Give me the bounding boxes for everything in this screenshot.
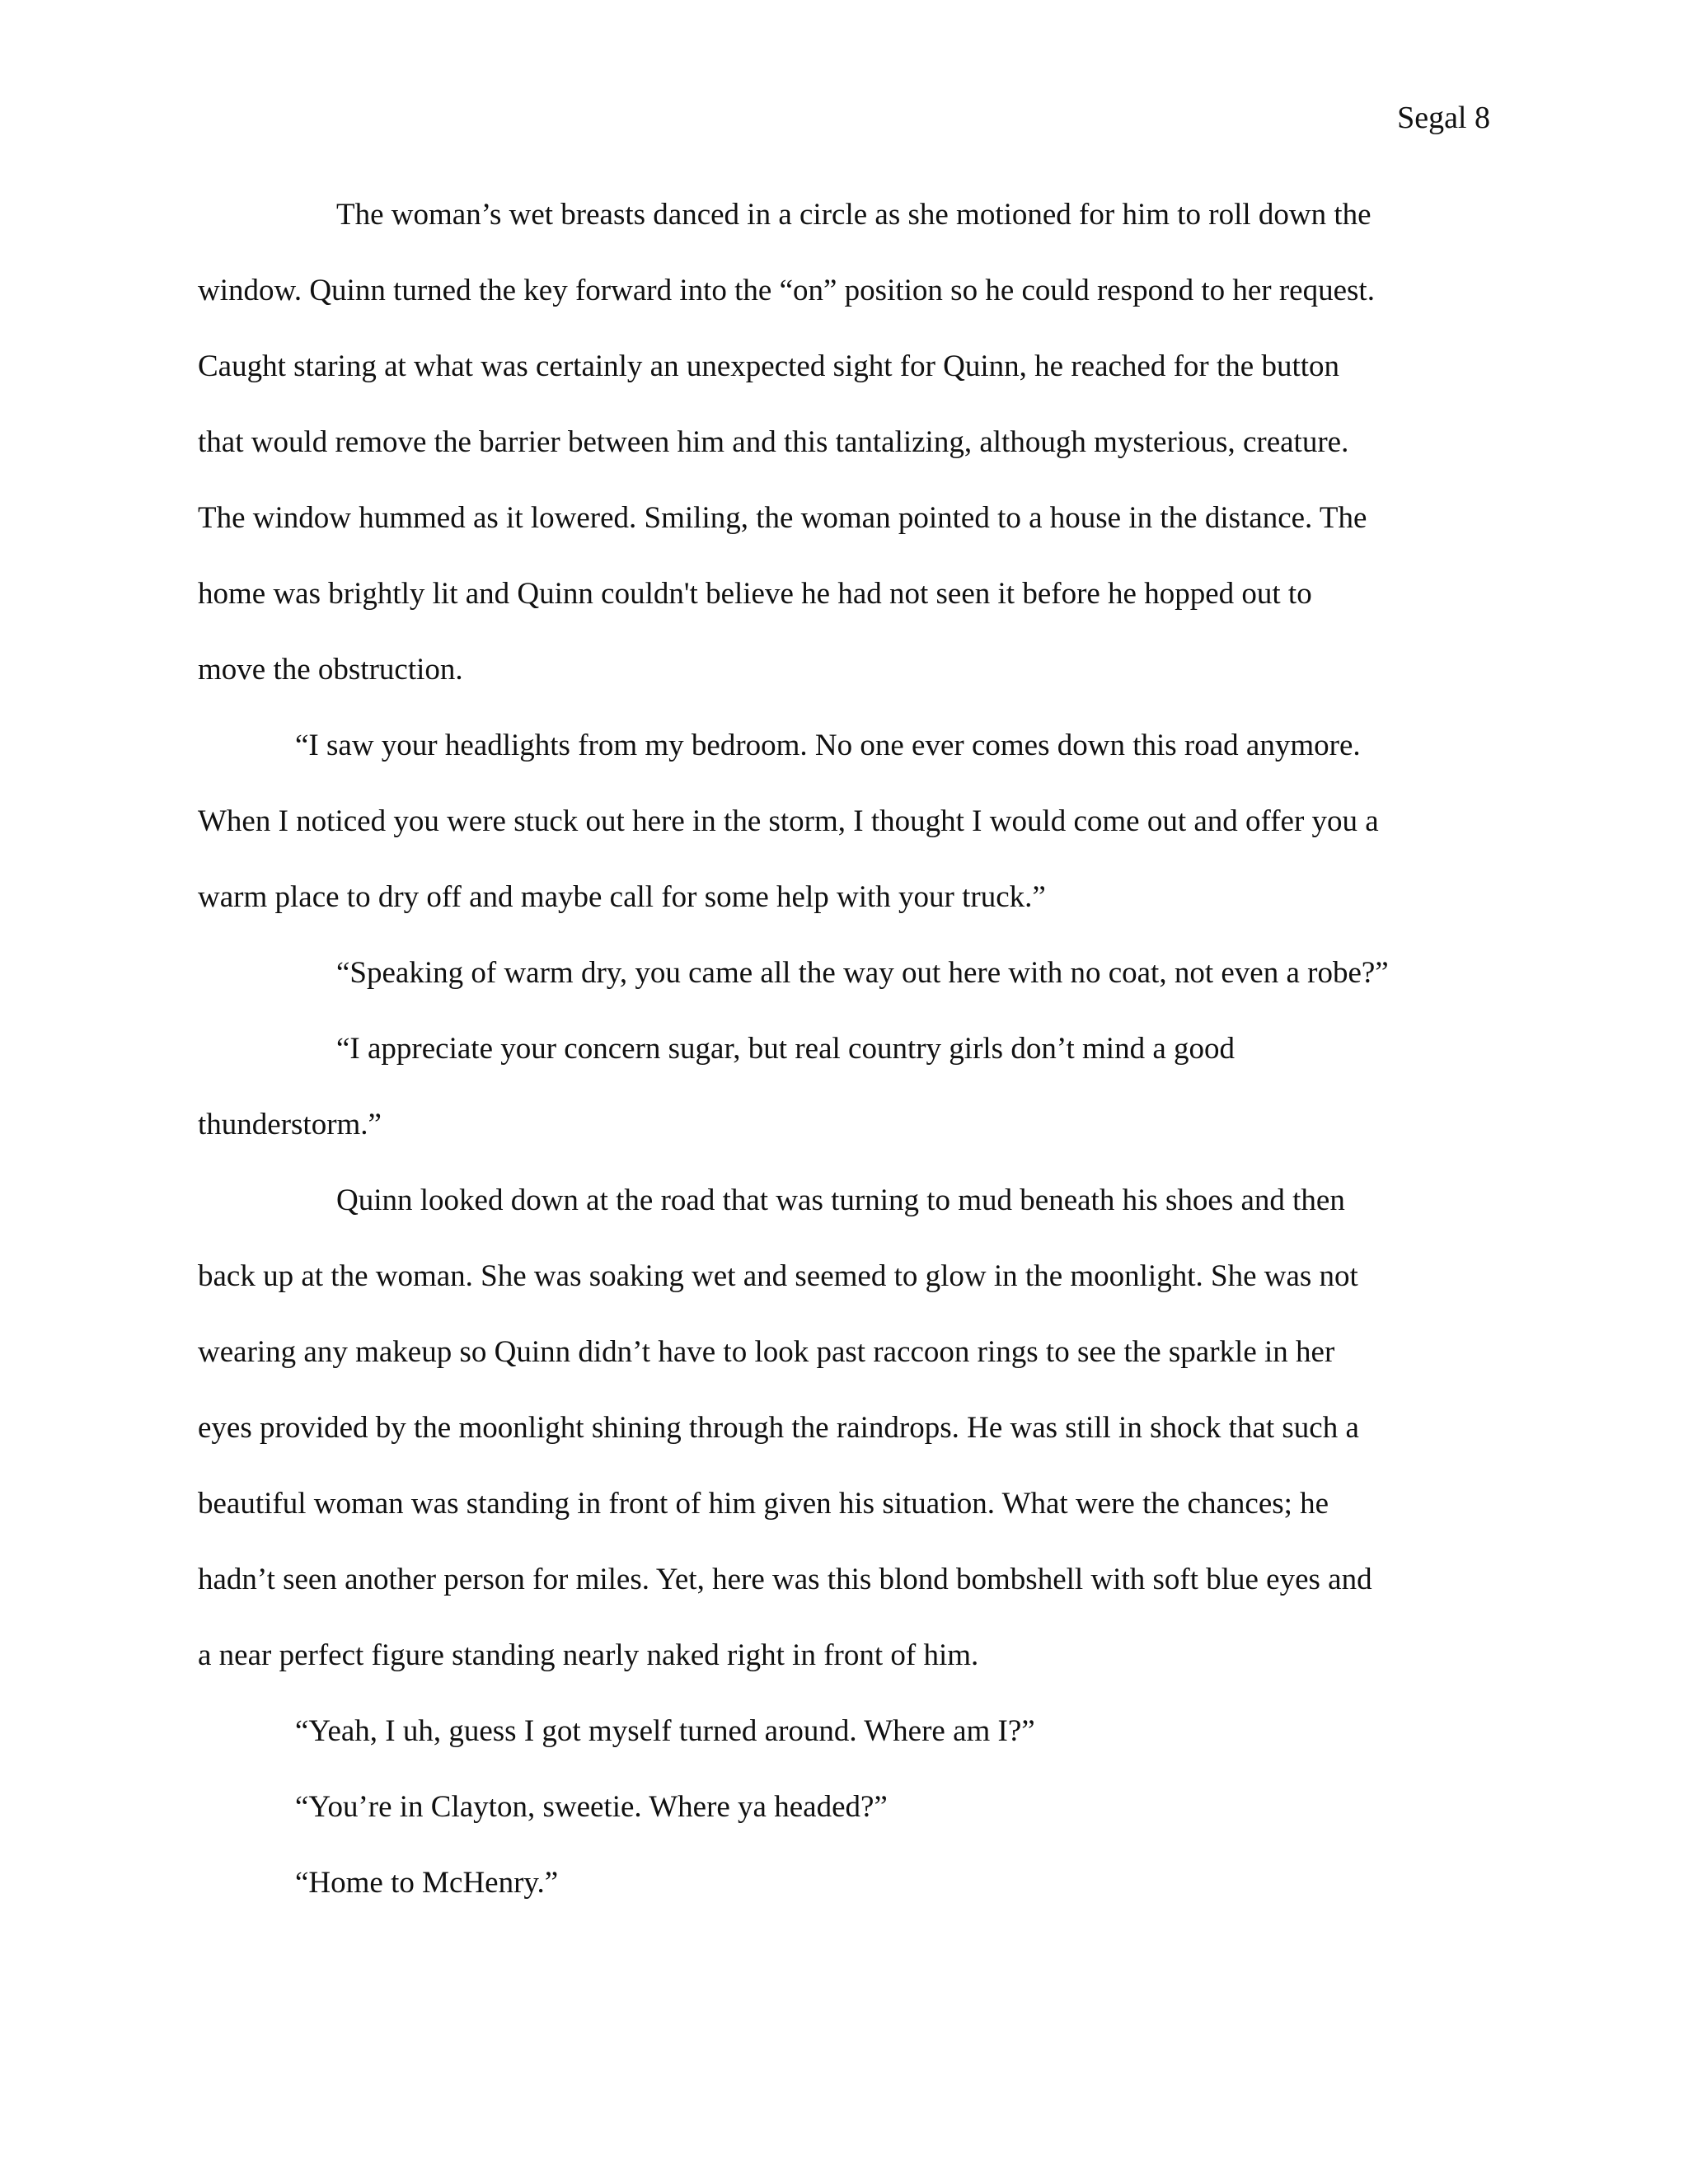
text-line: window. Quinn turned the key forward into the “on” position so he could respond to her request. bbox=[198, 274, 1375, 307]
text-line: “Home to McHenry.” bbox=[295, 1866, 559, 1900]
text-line: hadn’t seen another person for miles. Yet, here was this blond bombshell with soft blue eyes and bbox=[198, 1563, 1372, 1596]
text-line: The window hummed as it lowered. Smiling, the woman pointed to a house in the distance. The bbox=[198, 501, 1367, 535]
text-line: beautiful woman was standing in front of him given his situation. What were the chances; he bbox=[198, 1487, 1329, 1521]
text-line: eyes provided by the moonlight shining through the raindrops. He was still in shock that such a bbox=[198, 1411, 1359, 1445]
text-line: The woman’s wet breasts danced in a circle as she motioned for him to roll down the bbox=[336, 198, 1372, 232]
text-line: home was brightly lit and Quinn couldn't believe he had not seen it before he hopped out to bbox=[198, 577, 1312, 611]
text-line: “I saw your headlights from my bedroom. No one ever comes down this road anymore. bbox=[295, 729, 1361, 762]
text-line: a near perfect figure standing nearly naked right in front of him. bbox=[198, 1638, 979, 1672]
text-line: warm place to dry off and maybe call for some help with your truck.” bbox=[198, 880, 1046, 914]
text-line: “Yeah, I uh, guess I got myself turned around. Where am I?” bbox=[295, 1714, 1035, 1748]
text-line: Caught staring at what was certainly an unexpected sight for Quinn, he reached for the button bbox=[198, 349, 1340, 383]
text-line: “Speaking of warm dry, you came all the way out here with no coat, not even a robe?” bbox=[336, 956, 1389, 990]
text-line: move the obstruction. bbox=[198, 653, 463, 687]
text-line: back up at the woman. She was soaking wet and seemed to glow in the moonlight. She was not bbox=[198, 1259, 1358, 1293]
text-line: Quinn looked down at the road that was turning to mud beneath his shoes and then bbox=[336, 1183, 1345, 1217]
text-line: When I noticed you were stuck out here in the storm, I thought I would come out and offer you a bbox=[198, 804, 1379, 838]
text-line: “I appreciate your concern sugar, but real country girls don’t mind a good bbox=[336, 1032, 1236, 1066]
text-line: that would remove the barrier between him and this tantalizing, although mysterious, creature. bbox=[198, 425, 1349, 459]
text-line: thunderstorm.” bbox=[198, 1108, 382, 1141]
text-line: “You’re in Clayton, sweetie. Where ya headed?” bbox=[295, 1790, 888, 1824]
text-line: wearing any makeup so Quinn didn’t have to look past raccoon rings to see the sparkle in her bbox=[198, 1335, 1335, 1369]
running-head: Segal 8 bbox=[1397, 101, 1490, 135]
